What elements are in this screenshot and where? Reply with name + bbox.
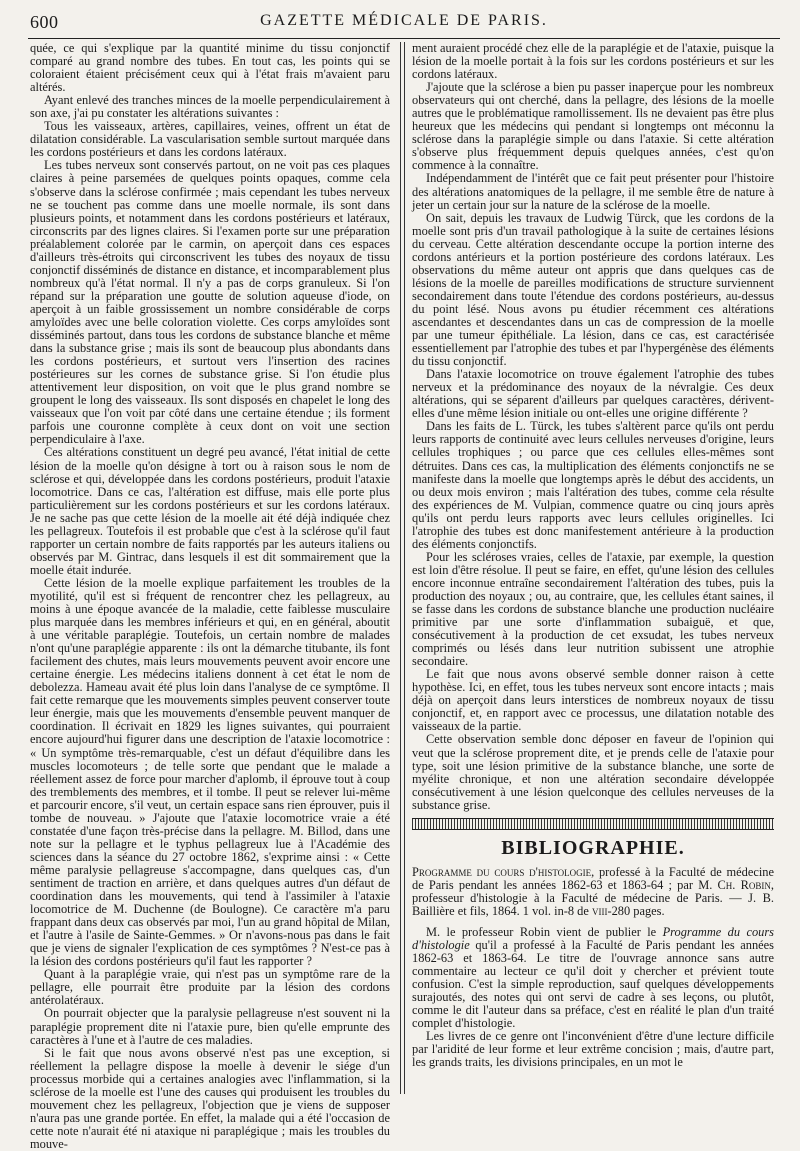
- header-rule: [28, 38, 780, 39]
- paragraph: Pour les scléroses vraies, celles de l'ataxie, par exemple, la question est loin d'être résolue. Il peut se faire, en effet, qu'une lésion des cellules encore inconnue entraîne secondairement l'altération des tubes, puis la production des noyaux ; ou, au contraire, que, les cellules étant saines, il se fasse dans les cordons de substance blanche une production nucléaire primitive par une sorte d'inflammation subaiguë, et que, consécutivement à la production de cet exsudat, les tubes nerveux comprimés ou lésés dans leur nutrition subissent une atrophie secondaire.: [412, 549, 774, 669]
- citation-author: Ch. Robin: [717, 877, 771, 892]
- paragraph: On sait, depuis les travaux de Ludwig Türck, que les cordons de la moelle sont pris d'un travail pathologique à la suite de certaines lésions du cerveau. Cette altération descendante occupe la portion interne des cordons antérieurs et la portion postérieure des cordons latéraux. Les observations du même auteur ont appris que dans quelques cas de lésions de la moelle de pareilles modifications de structure surviennent secondairement dans toute l'étendue des cordons postérieurs, au-dessus du point lésé. Nous avons pu étudier récemment ces altérations ascendantes et descendantes dans un cas de compression de la moelle par une tumeur épithéliale. La lésion, dans ce cas, est caractérisée essentiellement par l'atrophie des tubes et par l'hypergénèse des éléments du tissu conjonctif.: [412, 210, 774, 369]
- paragraph: Cette observation semble donc déposer en faveur de l'opinion qui veut que la sclérose proprement dite, et je prends celle de l'ataxie pour type, soit une lésion primitive de la substance blanche, une sorte de myélite chronique, et non une altération secondaire développée consécutivement à une lésion quelconque des cellules nerveuses de la substance grise.: [412, 732, 774, 812]
- paragraph: Ces altérations constituent un degré peu avancé, l'état initial de cette lésion de la moelle qu'on désigne à tort ou à raison sous le nom de sclérose et qui, développée dans les cordons postérieurs, produit l'ataxie locomotrice. Dans ce cas, l'altération est diffuse, mais elle porte plus particulièrement sur les cordons postérieurs et sur les cordons latéraux. Je ne sache pas que cette lésion de la moelle ait été déjà indiquée chez les pellagreux. Toutefois il est probable que c'est à la sclérose qu'il faut rapporter un certain nombre de faits rapportés par les auteurs italiens ou observés par M. Gintrac, dans lesquels il est dit sommairement que la moelle était indurée.: [30, 445, 390, 577]
- bibliography-heading: BIBLIOGRAPHIE.: [501, 836, 685, 859]
- section-separator: [412, 818, 774, 830]
- column-divider: [400, 42, 405, 1094]
- citation-text: , professé à la Faculté de médecine de Paris pendant les années 1862-63 et 1863-64 ; par M.: [412, 864, 774, 892]
- bibliography-citation: [412, 866, 774, 918]
- bib-text: qu'il a professé à la Faculté de Paris pendant les années 1862-63 et 1863-64. Le titre de l'ouvrage annonce sans autre commentaire au lecteur ce qu'il doit y chercher et prévient toute confusion. C'est la simple reproduction, sauf quelques développements surajoutés, des notes qui ont servi de cadre à ses leçons, ou plutôt, comme le dit l'auteur dans sa préface, c'est en réalité le plan d'un traité complet d'histologie.: [412, 938, 774, 1031]
- bib-text: M. le professeur Robin vient de publier le: [426, 924, 663, 939]
- paragraph: ment auraient procédé chez elle de la paraplégie et de l'ataxie, puisque la lésion de la moelle portait à la fois sur les cordons postérieurs et sur les cordons latéraux.: [412, 41, 774, 82]
- paragraph: Tous les vaisseaux, artères, capillaires, veines, offrent un état de dilatation considérable. La vascularisation semble surtout marquée dans les cordons postérieurs et dans les cordons latéraux.: [30, 119, 390, 160]
- paragraph: Les tubes nerveux sont conservés partout, on ne voit pas ces plaques claires à peine parsemées de quelques points opaques, comme cela s'observe dans la sclérose confirmée ; mais cependant les tubes nerveux ne se touchent pas comme dans une moelle normale, ils sont dans plusieurs points, et notamment dans les cordons postérieurs et latéraux, circonscrits par des lignes claires. Si l'examen porte sur une préparation préalablement colorée par le carmin, on aperçoit dans ces espaces d'ailleurs très-étroits qui circonscrivent les tubes des noyaux de tissu conjonctif disséminés de distance en distance, et incomparablement plus nombreux qu'à l'état normal. Il n'y a pas de corps granuleux. Si l'on répand sur la préparation une goutte de solution aqueuse d'iode, on aperçoit à un faible grossissement un nombre considérable de corps amyloïdes avec une belle coloration violette. Ces corps amyloïdes sont disséminés partout, dans tous les cordons de substance blanche et même dans la substance grise ; mais ils sont de beaucoup plus abondants dans les cordons postérieurs, et surtout vers l'insertion des racines postérieures sur les cornes de substance grise. Si l'on étudie plus attentivement leur disposition, on voit que le plus grand nombre se groupent le long des vaisseaux. Ils sont disposés en chapelet le long des vaisseaux que l'on voit par côté dans une certaine étendue ; ils forment parfois une couronne complète à ceux dont on voit une section perpendiculaire à l'axe.: [30, 158, 390, 447]
- bib-title-italic: Programme du cours d'histologie: [412, 924, 774, 952]
- right-column-text: [412, 42, 774, 812]
- paragraph: J'ajoute que la sclérose a bien pu passer inaperçue pour les nombreux observateurs qui ont cherché, dans la pellagre, des lésions de la moelle autres que le problématique ramollissement. Ils ne devaient pas être plus heureux que les médecins qui pendant si longtemps ont méconnu la sclérose dans la paraplégie simple ou dans l'ataxie. Si cette altération s'observe plus fréquemment depuis quelques années, c'est qu'on commence à la connaître.: [412, 80, 774, 173]
- citation-title: Programme du cours d'histologie: [412, 864, 592, 879]
- citation-end: -280 pages.: [607, 903, 665, 918]
- paragraph: quée, ce qui s'explique par la quantité minime du tissu conjonctif comparé au grand nombre des tubes. En tout cas, les points qui se coloraient étaient précisément ceux qui à l'état frais m'avaient paru altérés.: [30, 41, 390, 95]
- journal-title: GAZETTE MÉDICALE DE PARIS.: [260, 12, 548, 29]
- page-header: [30, 12, 778, 34]
- bibliography-paragraph: Les livres de ce genre ont l'inconvénient d'être d'une lecture difficile par l'aridité de leur forme et leur extrême concision ; mais, d'autre part, les grands traits, les divisions principales, en un mot le: [412, 1029, 774, 1070]
- citation-pages: viii: [591, 903, 608, 918]
- left-column: [30, 41, 390, 1151]
- paragraph: Quant à la paraplégie vraie, qui n'est pas un symptôme rare de la pellagre, elle pourrait être produite par la lésion des cordons antérolatéraux.: [30, 967, 390, 1008]
- bibliography-paragraph: [412, 926, 774, 1030]
- paragraph: Dans l'ataxie locomotrice on trouve également l'atrophie des tubes nerveux et la prédominance des noyaux de la névralgie. Ces deux altérations, qui se séparent d'ailleurs par quelques caractères, dérivent-elles d'une même lésion initiale ou ont-elles une origine différente ?: [412, 367, 774, 421]
- citation-details: , professeur d'histologie à la Faculté de médecine de Paris. — J. B. Baillière et fils, 1864. 1 vol. in-8 de: [412, 877, 774, 918]
- paragraph: Si le fait que nous avons observé n'est pas une exception, si réellement la pellagre dispose la moelle à devenir le siége d'un processus morbide qui a certaines analogies avec l'inflammation, si la sclérose de la moelle est l'une des causes qui produisent les troubles du mouvement chez les pellagreux, l'objection que je viens de supposer n'aura pas une grande portée. En effet, la malade qui a été l'occasion de cette note n'aurait été ni ataxique ni paraplégique ; mais les troubles du mouve-: [30, 1045, 390, 1151]
- paragraph: Le fait que nous avons observé semble donner raison à cette hypothèse. Ici, en effet, tous les tubes nerveux sont encore intacts ; mais déjà on aperçoit dans leurs interstices de nombreux noyaux de tissu conjonctif, et, en rapport avec ce processus, une dilatation notable des vaisseaux de la partie.: [412, 667, 774, 734]
- paragraph: Cette lésion de la moelle explique parfaitement les troubles de la myotilité, qu'il est si fréquent de rencontrer chez les pellagreux, au moins à une époque avancée de la maladie, cette faiblesse musculaire plus marquée dans les membres inférieurs et qui, en en général, aboutit à une véritable paraplégie. Toutefois, un certain nombre de malades n'ont qu'une paraplégie apparente : ils ont la démarche titubante, ils font facilement des chutes, mais leurs mouvements peuvent avoir encore une certaine énergie. Les médecins italiens donnent à cet état le nom de debolezza. Hameau avait été plus loin dans l'analyse de ce symptôme. Il fait cette remarque que les mouvements simples peuvent conserver toute leur énergie, mais que les mouvements d'ensemble peuvent manquer de coordination. Il écrivait en 1829 les lignes suivantes, qui pourraient encore aujourd'hui figurer dans une description de l'ataxie locomotrice : « Un symptôme très-remarquable, c'est un défaut d'équilibre dans les muscles locomoteurs ; de telle sorte que pendant que le malade a réellement assez de force pour marcher d'aplomb, il éprouve tout à coup des tremblements des membres, et il tombe. Il peut se relever lui-même et parcourir encore, s'il veut, un certain espace sans rien éprouver, puis il tombe de nouveau. » J'ajoute que l'ataxie locomotrice vraie a été constatée d'une façon très-précise dans la pellagre. M. Billod, dans une note sur la pellagre et le typhus pellagreux lue à l'Académie des sciences dans la séance du 27 octobre 1862, s'exprime ainsi : « Cette même paralysie pellagreuse s'accompagne, dans quelques cas, d'un sentiment de traction en arrière, et dans quelques autres d'un défaut de coordination dans les mouvements, qui tend à l'assimiler à l'ataxie locomotrice de M. Duchenne (de Boulogne). Ce caractère m'a paru frappant dans deux cas observés par moi, l'un au grand hôpital de Milan, et l'autre à l'asile de Sainte-Gemmes. » Or n'avons-nous pas dans le fait que je viens de signaler l'explication de ces symptômes ? N'est-ce pas à la lésion des cordons postérieurs qu'il faut les rapporter ?: [30, 575, 390, 969]
- paragraph: Ayant enlevé des tranches minces de la moelle perpendiculairement à son axe, j'ai pu constater les altérations suivantes :: [30, 93, 390, 121]
- paragraph: Indépendamment de l'intérêt que ce fait peut présenter pour l'histoire des altérations anatomiques de la pellagre, il me semble être de nature à jeter un certain jour sur la nature de la sclérose de la moelle.: [412, 171, 774, 212]
- page-number: 600: [30, 12, 59, 32]
- right-column: [412, 42, 774, 1090]
- paragraph: Dans les faits de L. Türck, les tubes s'altèrent parce qu'ils ont perdu leurs rapports de continuité avec leurs cellules nerveuses d'origine, leurs cellules trophiques ; ou parce que ces cellules elles-mêmes sont détruites. Dans ces cas, la multiplication des éléments conjonctifs ne se manifeste dans la moelle que longtemps après le début des accidents, un ou deux mois environ ; mais l'altération des tubes, comme cela résulte des expériences de M. Vulpian, commence quatre ou cinq jours après qu'ils ont perdu leurs rapports avec leurs cellules originelles. Ici l'atrophie des tubes est donc manifestement antérieure à la production des éléments conjonctifs.: [412, 419, 774, 551]
- paragraph: On pourrait objecter que la paralysie pellagreuse n'est souvent ni la paraplégie proprement dite ni l'ataxie pure, bien qu'elle emprunte des caractères à l'une et à l'autre de ces maladies.: [30, 1006, 390, 1047]
